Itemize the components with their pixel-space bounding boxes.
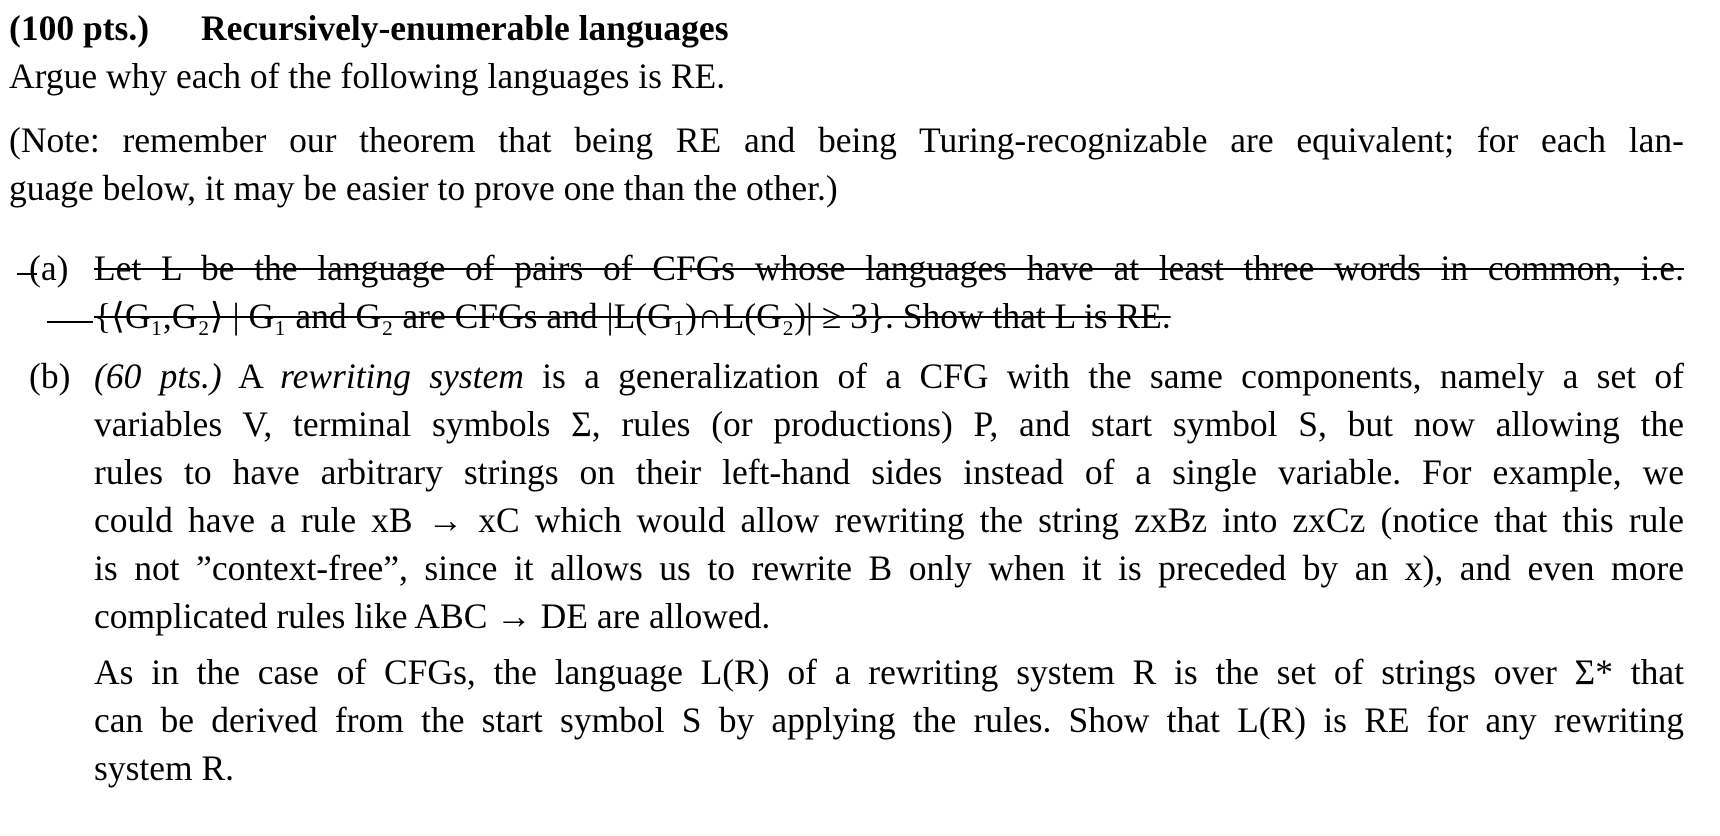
problem-heading	[9, 4, 1684, 52]
part-b-p2-line-3: system R.	[94, 748, 235, 788]
part-a-text	[94, 244, 1684, 340]
part-b-p2-line-2: can be derived from the start symbol S by applying the rules. Show that L(R) is RE for any rewriting	[94, 700, 1684, 740]
part-a-line-1: Let L be the language of pairs of CFGs whose languages have at least three words in common, i.e.	[94, 248, 1684, 288]
text-run: A	[238, 356, 281, 396]
note-line-1: (Note: remember our theorem that being RE and being Turing-recognizable are equivalent; for each lan-	[9, 120, 1684, 160]
text-run: is a generalization of a CFG with the same components, namely a set of	[523, 356, 1684, 396]
part-a-line-2: {⟨G₁,G₂⟩ | G₁ and G₂ are CFGs and |L(G₁)∩L(G₂)| ≥ 3}. Show that L is RE.	[94, 296, 1171, 336]
strike-lead	[47, 321, 93, 323]
part-b-points: (60 pts.)	[94, 356, 222, 396]
part-b-p1-line-6: complicated rules like ABC → DE are allowed.	[94, 596, 771, 636]
part-b-paragraph-1	[94, 352, 1684, 640]
part-a-label: (a)	[29, 248, 69, 288]
part-a	[9, 244, 1684, 340]
part-b-p2-line-1: As in the case of CFGs, the language L(R) of a rewriting system R is the set of strings over Σ* that	[94, 652, 1684, 692]
part-b	[9, 352, 1684, 792]
problem-points: (100 pts.)	[9, 8, 150, 48]
note-line-2: guage below, it may be easier to prove one than the other.)	[9, 168, 838, 208]
part-b-p1-line-4: could have a rule xB → xC which would allow rewriting the string zxBz into zxCz (notice that this rule	[94, 500, 1684, 540]
part-b-label: (b)	[29, 356, 71, 396]
term-rewriting-system: rewriting system	[280, 356, 524, 396]
problem-title: Recursively-enumerable languages	[201, 8, 729, 48]
part-b-p1-line-3: rules to have arbitrary strings on their left-hand sides instead of a single variable. For example, we	[94, 452, 1684, 492]
problem-page	[9, 4, 1684, 792]
part-b-p1-line-2: variables V, terminal symbols Σ, rules (or productions) P, and start symbol S, but now allowing the	[94, 404, 1684, 444]
problem-note	[9, 116, 1684, 212]
problem-intro: Argue why each of the following languages is RE.	[9, 56, 726, 96]
part-b-p1-line-5: is not ”context-free”, since it allows us to rewrite B only when it is preceded by an x), and even more	[94, 548, 1684, 588]
part-b-paragraph-2	[94, 648, 1684, 792]
problem-parts	[9, 244, 1684, 792]
part-b-p1-line-1	[94, 352, 1684, 400]
